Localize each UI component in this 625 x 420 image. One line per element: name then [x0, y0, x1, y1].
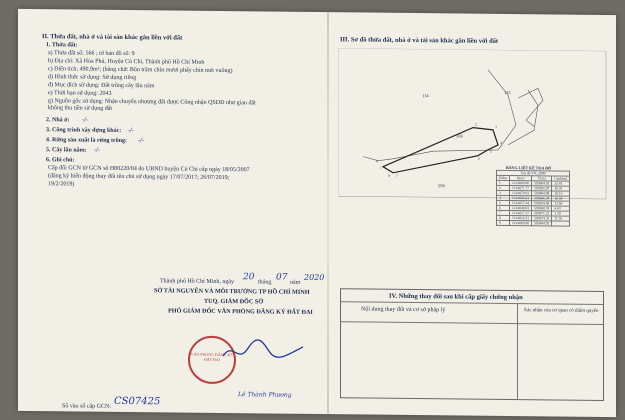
coords-cell: 1214871.77 [509, 186, 531, 191]
coords-cell: 593854.58 [532, 201, 552, 206]
page-fold [327, 12, 329, 414]
issued-year-label: năm [290, 279, 301, 286]
coords-cell: 593860.74 [532, 206, 552, 211]
land-line: d) Hình thức sử dụng: Sử dụng riêng [48, 74, 137, 82]
changes-col2-header: Xác nhận của cơ quan có thẩm quyền [523, 308, 599, 314]
map-label: 8 [388, 173, 390, 178]
authority-name: SỞ TÀI NGUYÊN VÀ MÔI TRƯỜNG TP HỒ CHÍ MINH [154, 287, 310, 296]
map-label: 5 [490, 149, 492, 154]
notes-line: (đăng ký biến động thay đổi tên chủ sử dụng ngày 17/07/2017; 26/07/2019; [48, 173, 230, 182]
coords-cell: 593884.08 [532, 191, 552, 196]
notes-label: 6. Ghi chú: [46, 157, 75, 164]
section2-title: II. Thửa đất, nhà ở và tài sản khác gắn liền với đất [42, 33, 183, 42]
coords-cell: 5 [497, 200, 510, 205]
map-label: 4 [500, 140, 502, 145]
coords-cell: 1214857.44 [509, 201, 531, 206]
signer-name: Lê Thành Phương [238, 391, 292, 399]
coords-cell: 8 [497, 215, 510, 220]
coords-cell: 1214866.63 [509, 196, 531, 201]
coords-cell: 1 [497, 180, 510, 185]
map-label: 596 [438, 183, 445, 189]
map-label: 114 [422, 93, 429, 99]
map-label: 6 [478, 156, 480, 161]
coords-cell: 593895.87 [532, 186, 552, 191]
coords-cell: 9 [497, 220, 510, 225]
coords-cell: 13.60 [552, 201, 570, 206]
authority-title: PHÓ GIÁM ĐỐC VĂN PHÒNG ĐĂNG KÝ ĐẤT ĐAI [168, 307, 313, 316]
coords-cell: 1214809.80 [509, 221, 531, 226]
land-line: b) Địa chỉ: Xã Hòa Phú, Huyện Củ Chi, Thành phố Hồ Chí Minh [48, 58, 205, 66]
coords-cell: 7 [497, 210, 510, 215]
coords-cell: 593884.92 [532, 221, 552, 226]
coords-cell: 1214809.80 [509, 181, 531, 186]
issued-place: Thành phố Hồ Chí Minh, ngày [160, 278, 234, 286]
table-row [497, 220, 570, 226]
coords-cell: 1214816.21 [509, 216, 531, 221]
issued-month: 07 [276, 272, 288, 283]
construction-value: -/- [128, 127, 135, 135]
coords-cell: 32.81 [552, 181, 570, 186]
certificate-page [18, 9, 616, 417]
entry-label: Số vào sổ cấp GCN: [62, 403, 111, 410]
coords-cell: 10.91 [552, 186, 570, 191]
perennial-value: -/- [94, 146, 101, 154]
coords-cell: 3 [497, 190, 510, 195]
changes-col1-header: Nội dung thay đổi và cơ sở pháp lý [361, 306, 446, 314]
signature [218, 336, 308, 367]
map-label: 3 [495, 124, 497, 129]
coords-header: Điểm [497, 175, 510, 180]
coords-cell: 2 [497, 185, 510, 190]
coords-header: Cạnh(m) [552, 176, 570, 181]
land-line: c) Diện tích: 490,9m²; (bằng chữ: Bốn trăm chín mươi phẩy chín mét vuông) [48, 66, 233, 75]
coords-header: X(m) [509, 176, 531, 181]
changes-box [340, 288, 604, 401]
entry-value: CS07425 [114, 395, 161, 408]
map-label: 115 [504, 89, 511, 96]
forest-value: -/- [138, 137, 145, 145]
coords-cell: 1.30 [552, 211, 570, 216]
stamp-text: VĂN PHÒNG ĐĂNG KÝ ĐẤT ĐAI [190, 351, 234, 362]
house-value: -/- [82, 116, 89, 124]
coords-cell: 4 [497, 195, 510, 200]
land-line: g) Nguồn gốc sử dụng: Nhận chuyển nhượng đất được Công nhận QSDĐ như giao đất [48, 98, 256, 107]
land-line: a) Thửa đất số: 566 ; tờ bản đồ số: 9 [48, 50, 135, 58]
coords-cell: 4.43 [552, 206, 570, 211]
coords-cell: 593884.92 [532, 181, 552, 186]
coords-cell: 16.59 [552, 196, 570, 201]
coords-cell: 593866.34 [532, 196, 552, 201]
map-label: 566 [456, 133, 463, 139]
coords-cell [552, 221, 570, 226]
coords-cell: 593874.31 [532, 216, 552, 221]
issued-day: 20 [243, 272, 255, 283]
notes-line: 19/2/2019) [48, 181, 75, 188]
forest-label: 4. Rừng sản xuất là rừng trồng: [46, 137, 128, 145]
perennial-label: 5. Cây lâu năm: [46, 147, 87, 154]
issued-year: 2020 [304, 272, 325, 283]
land-line: e) Thời hạn sử dụng: 2043 [48, 90, 112, 97]
authority-delegation: TUQ. GIÁM ĐỐC SỞ [204, 297, 264, 306]
section3-title: III. Sơ đồ thửa đất, nhà ở và tài sản khác gắn liền với đất [340, 36, 499, 45]
coords-cell: 18.10 [552, 191, 570, 196]
coords-cell: 1214827.27 [509, 211, 531, 216]
map-label: 1 [380, 165, 382, 170]
notes-line: Cấp đổi GCN từ GCN số H00220/04 do UBND huyện Củ Chi cấp ngày 18/05/2007 [48, 165, 250, 174]
map-label: 7 [396, 173, 398, 178]
land-heading: 1. Thửa đất: [46, 42, 78, 49]
map-label: 9 [376, 159, 378, 164]
coords-cell: 6 [497, 205, 510, 210]
coords-subtitle: Toạ độ VN_2000 [497, 170, 570, 176]
coords-table [496, 170, 570, 227]
land-line: không thu tiền sử dụng đất [48, 105, 113, 112]
coords-cell: 593871.22 [532, 211, 552, 216]
issued-month-label: tháng [258, 279, 272, 286]
coords-cell: 1214849.03 [509, 206, 531, 211]
section4-title: IV. Những thay đổi sau khi cấp giấy chứng nhận [389, 292, 523, 302]
construction-label: 3. Công trình xây dựng khác: [46, 127, 122, 134]
map-label: 2 [475, 122, 477, 127]
land-line: đ) Mục đích sử dụng: Đất trồng cây lâu năm [48, 82, 155, 90]
house-label: 2. Nhà ở: [46, 117, 70, 124]
coords-cell: 11.91 [552, 216, 570, 221]
coords-header: Y(m) [532, 176, 552, 181]
coords-title: BẢNG LIỆT KÊ TỌA ĐỘ [506, 164, 552, 171]
coords-cell: 1214879.93 [509, 191, 531, 196]
